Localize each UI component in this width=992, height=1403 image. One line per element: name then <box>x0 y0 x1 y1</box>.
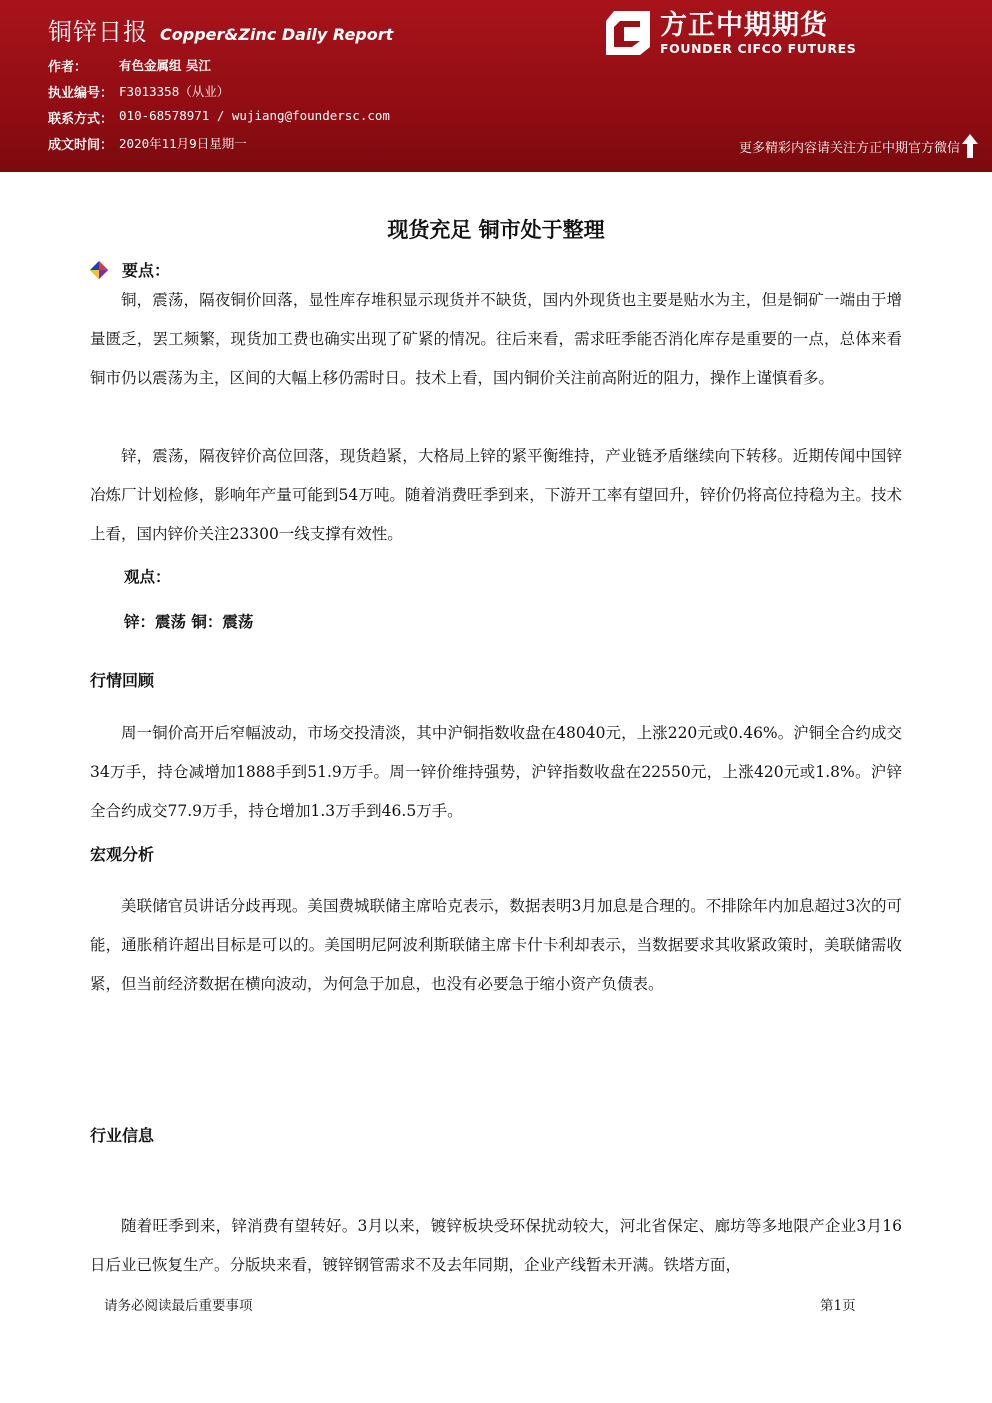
meta-label: 成文时间： <box>48 138 114 153</box>
market-review-paragraph: 周一铜价高开后窄幅波动，市场交投清淡，其中沪铜指数收盘在48040元，上涨220元或0.46%。沪铜全合约成交34万手，持仓减增加1888手到51.9万手。周一锌价维持强势，沪锌指数收盘在22550元，上涨420元或1.8%。沪锌全合约成交77.9万手，持仓增加1.3万手到46.5万手。 <box>90 724 902 820</box>
meta-label: 联系方式： <box>48 112 114 127</box>
logo-text-cn: 方正中期期货 <box>660 9 828 41</box>
follow-wechat-link[interactable] <box>739 134 978 158</box>
footer-notice: 请务必阅读最后重要事项 <box>104 1298 253 1314</box>
meta-label: 作者： <box>48 60 88 75</box>
meta-value: 有色金属组 吴江 <box>119 58 211 73</box>
key-points-heading <box>90 258 170 281</box>
follow-text: 更多精彩内容请关注方正中期官方微信 <box>738 140 960 156</box>
report-title-en: Copper&Zinc Daily Report <box>160 25 394 44</box>
meta-value: F3013358（从业） <box>119 84 230 99</box>
copper-paragraph: 铜，震荡，隔夜铜价回落，显性库存堆积显示现货并不缺货，国内外现货也主要是贴水为主，但是铜矿一端由于增量匮乏，罢工频繁，现货加工费也确实出现了矿紧的情况。往后来看，需求旺季能否消化库存是重要的一点，总体来看铜市仍以震荡为主，区间的大幅上移仍需时日。技术上看，国内铜价关注前高附近的阻力，操作上谨慎看多。 <box>90 291 902 387</box>
meta-value: 2020年11月9日星期一 <box>119 136 247 151</box>
meta-author <box>48 56 211 75</box>
arrow-up-icon <box>962 134 978 158</box>
diamond-bullet-icon <box>90 261 108 279</box>
industry-paragraph: 随着旺季到来，锌消费有望转好。3月以来，镀锌板块受环保扰动较大，河北省保定、廊坊等多地限产企业3月16日后业已恢复生产。分版块来看，镀锌钢管需求不及去年同期，企业产线暂未开满。铁塔方面， <box>90 1217 902 1274</box>
page-number: 第1页 <box>820 1298 856 1314</box>
meta-license <box>48 82 229 101</box>
meta-date <box>48 134 247 153</box>
logo-text <box>660 11 856 56</box>
macro-paragraph: 美联储官员讲话分歧再现。美国费城联储主席哈克表示，数据表明3月加息是合理的。不排除年内加息超过3次的可能，通胀稍许超出目标是可以的。美国明尼阿波利斯联储主席卡什卡利却表示，当数据要求其收紧政策时，美联储需收紧，但当前经济数据在横向波动，为何急于加息，也没有必要急于缩小资产负债表。 <box>90 897 902 993</box>
meta-contact <box>48 108 390 127</box>
key-points-label: 要点： <box>122 261 171 280</box>
report-header <box>0 0 992 172</box>
section-heading-market-review: 行情回顾 <box>90 671 155 690</box>
meta-value: 010-68578971 / wujiang@foundersc.com <box>119 108 390 123</box>
company-logo <box>604 8 864 58</box>
view-label: 观点： <box>124 568 171 586</box>
logo-text-en: FOUNDER CIFCO FUTURES <box>660 40 857 56</box>
report-title <box>48 12 394 46</box>
section-heading-macro: 宏观分析 <box>90 845 155 864</box>
meta-label: 执业编号： <box>48 86 114 101</box>
section-heading-industry: 行业信息 <box>90 1126 155 1145</box>
logo-mark-icon <box>604 9 652 57</box>
zinc-paragraph: 锌，震荡，隔夜锌价高位回落，现货趋紧，大格局上锌的紧平衡维持，产业链矛盾继续向下转移。近期传闻中国锌冶炼厂计划检修，影响年产量可能到54万吨。随着消费旺季到来，下游开工率有望回升，锌价仍将高位持稳为主。技术上看，国内锌价关注23300一线支撑有效性。 <box>90 447 902 543</box>
document-title: 现货充足 铜市处于整理 <box>387 218 605 242</box>
report-title-cn: 铜锌日报 <box>48 18 148 46</box>
view-text: 锌：震荡 铜：震荡 <box>124 613 254 631</box>
